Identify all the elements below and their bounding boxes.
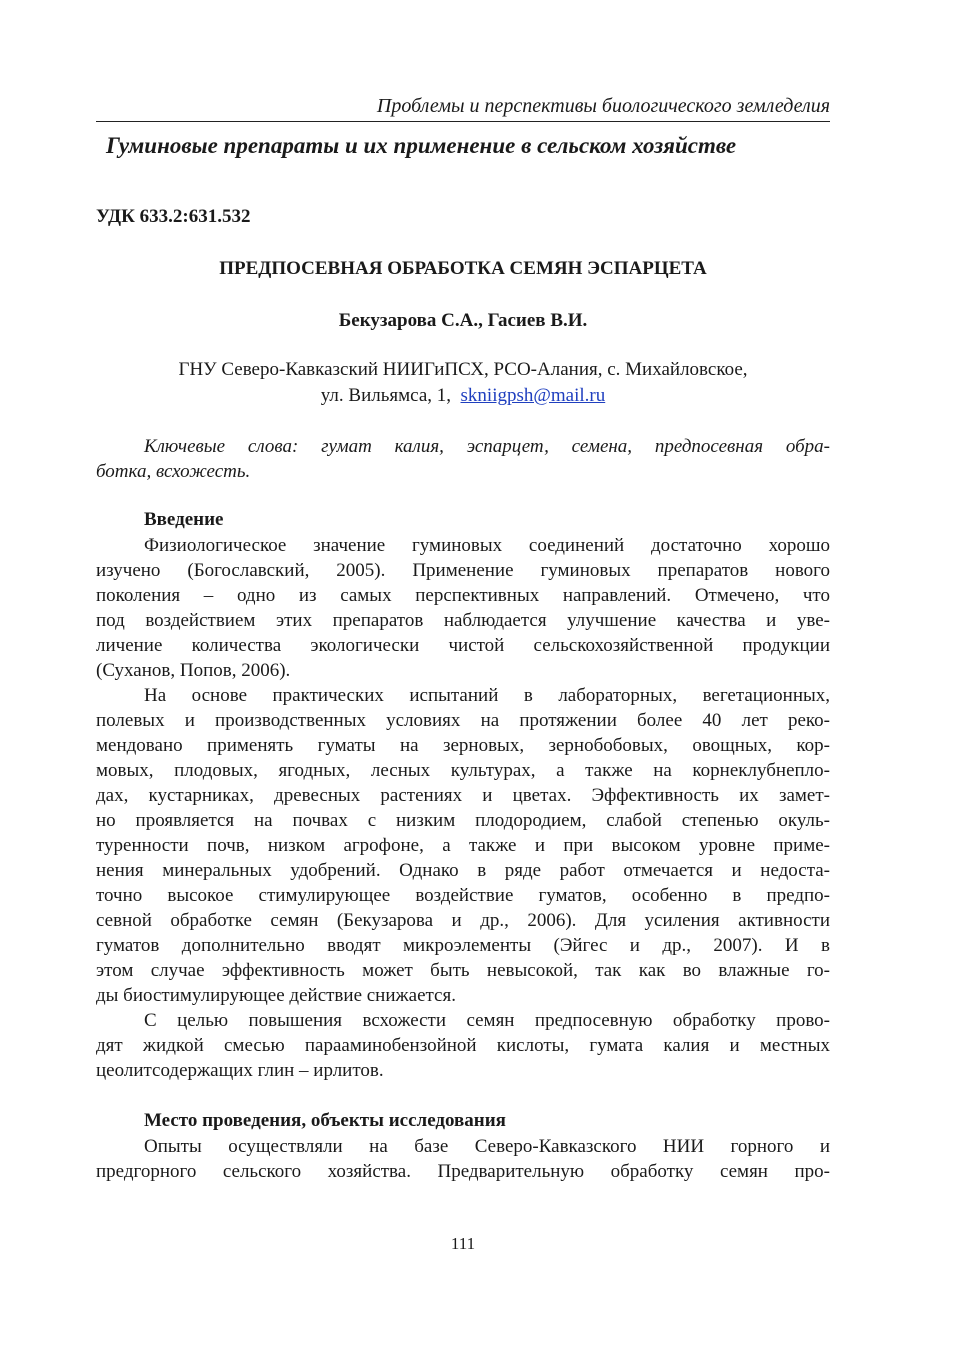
- affiliation-line-2: [96, 383, 830, 409]
- text-line: На основе практических испытаний в лабораторных, вегетационных,: [144, 685, 830, 706]
- affiliation-line-1: ГНУ Северо-Кавказский НИИГиПСХ, РСО-Алания, с. Михайловское,: [178, 359, 748, 380]
- affiliation: [96, 357, 830, 409]
- intro-body: [96, 533, 830, 1083]
- text-line: дят жидкой смесью парааминобензойной кислоты, гумата калия и местных: [96, 1035, 830, 1056]
- text-line: поколения – одно из самых перспективных направлений. Отмечено, что: [96, 585, 830, 606]
- text-line: личение количества экологически чистой сельскохозяйственной продукции: [96, 635, 830, 656]
- text-line: предгорного сельского хозяйства. Предварительную обработку семян про-: [96, 1161, 830, 1182]
- text-line: гуматов дополнительно вводят микроэлементы (Эйгес и др., 2007). И в: [96, 935, 830, 956]
- text-line: точно высокое стимулирующее воздействие гуматов, особенно в предпо-: [96, 885, 830, 906]
- authors: Бекузарова С.А., Гасиев В.И.: [338, 310, 588, 331]
- text-line: С целью повышения всхожести семян предпосевную обработку прово-: [144, 1010, 830, 1031]
- article-title: ПРЕДПОСЕВНАЯ ОБРАБОТКА СЕМЯН ЭСПАРЦЕТА: [219, 258, 707, 279]
- text-line: мендовано применять гуматы на зерновых, зернобобовых, овощных, кор-: [96, 735, 830, 756]
- text-line: полевых и производственных условиях на протяжении более 40 лет реко-: [96, 710, 830, 731]
- keywords-line-2: ботка, всхожесть.: [96, 461, 251, 482]
- text-line: нения минеральных удобрений. Однако в ряде работ отмечается и недоста-: [96, 860, 830, 881]
- keywords: [96, 434, 830, 484]
- text-line: ды биостимулирующее действие снижается.: [96, 985, 456, 1006]
- page-number: 111: [450, 1234, 476, 1253]
- text-line: этом случае эффективность может быть невысокой, так как во влажные го-: [96, 960, 830, 981]
- methods-heading: Место проведения, объекты исследования: [144, 1110, 506, 1131]
- text-line: Физиологическое значение гуминовых соединений достаточно хорошо: [144, 535, 830, 556]
- text-line: Опыты осуществляли на базе Северо-Кавказского НИИ горного и: [144, 1136, 830, 1157]
- intro-heading: Введение: [144, 509, 224, 530]
- text-line: туренности почв, низком агрофоне, а также и при высоком уровне приме-: [96, 835, 830, 856]
- text-line: под воздействием этих препаратов наблюдается улучшение качества и уве-: [96, 610, 830, 631]
- text-line: цеолитсодержащих глин – ирлитов.: [96, 1060, 384, 1081]
- affiliation-address: ул. Вильямса, 1,: [320, 385, 452, 406]
- text-line: севной обработке семян (Бекузарова и др., 2006). Для усиления активности: [96, 910, 830, 931]
- text-line: мовых, плодовых, ягодных, лесных культурах, а также на корнеклубнепло-: [96, 760, 830, 781]
- text-line: изучено (Богославский, 2005). Применение гуминовых препаратов нового: [96, 560, 830, 581]
- running-header: Проблемы и перспективы биологического земледелия: [376, 95, 830, 117]
- udc-code: УДК 633.2:631.532: [96, 206, 251, 227]
- text-line: но проявляется на почвах с низким плодородием, слабой степенью окуль-: [96, 810, 830, 831]
- section-title: Гуминовые препараты и их применение в сельском хозяйстве: [106, 133, 737, 158]
- email-link[interactable]: skniigpsh@mail.ru: [460, 385, 606, 406]
- text-line: дах, кустарниках, древесных растениях и цветах. Эффективность их замет-: [96, 785, 830, 806]
- text-line: (Суханов, Попов, 2006).: [96, 660, 291, 681]
- methods-body: [96, 1134, 830, 1184]
- keywords-line-1: Ключевые слова: гумат калия, эспарцет, семена, предпосевная обра-: [144, 436, 830, 457]
- header-rule: [96, 121, 830, 122]
